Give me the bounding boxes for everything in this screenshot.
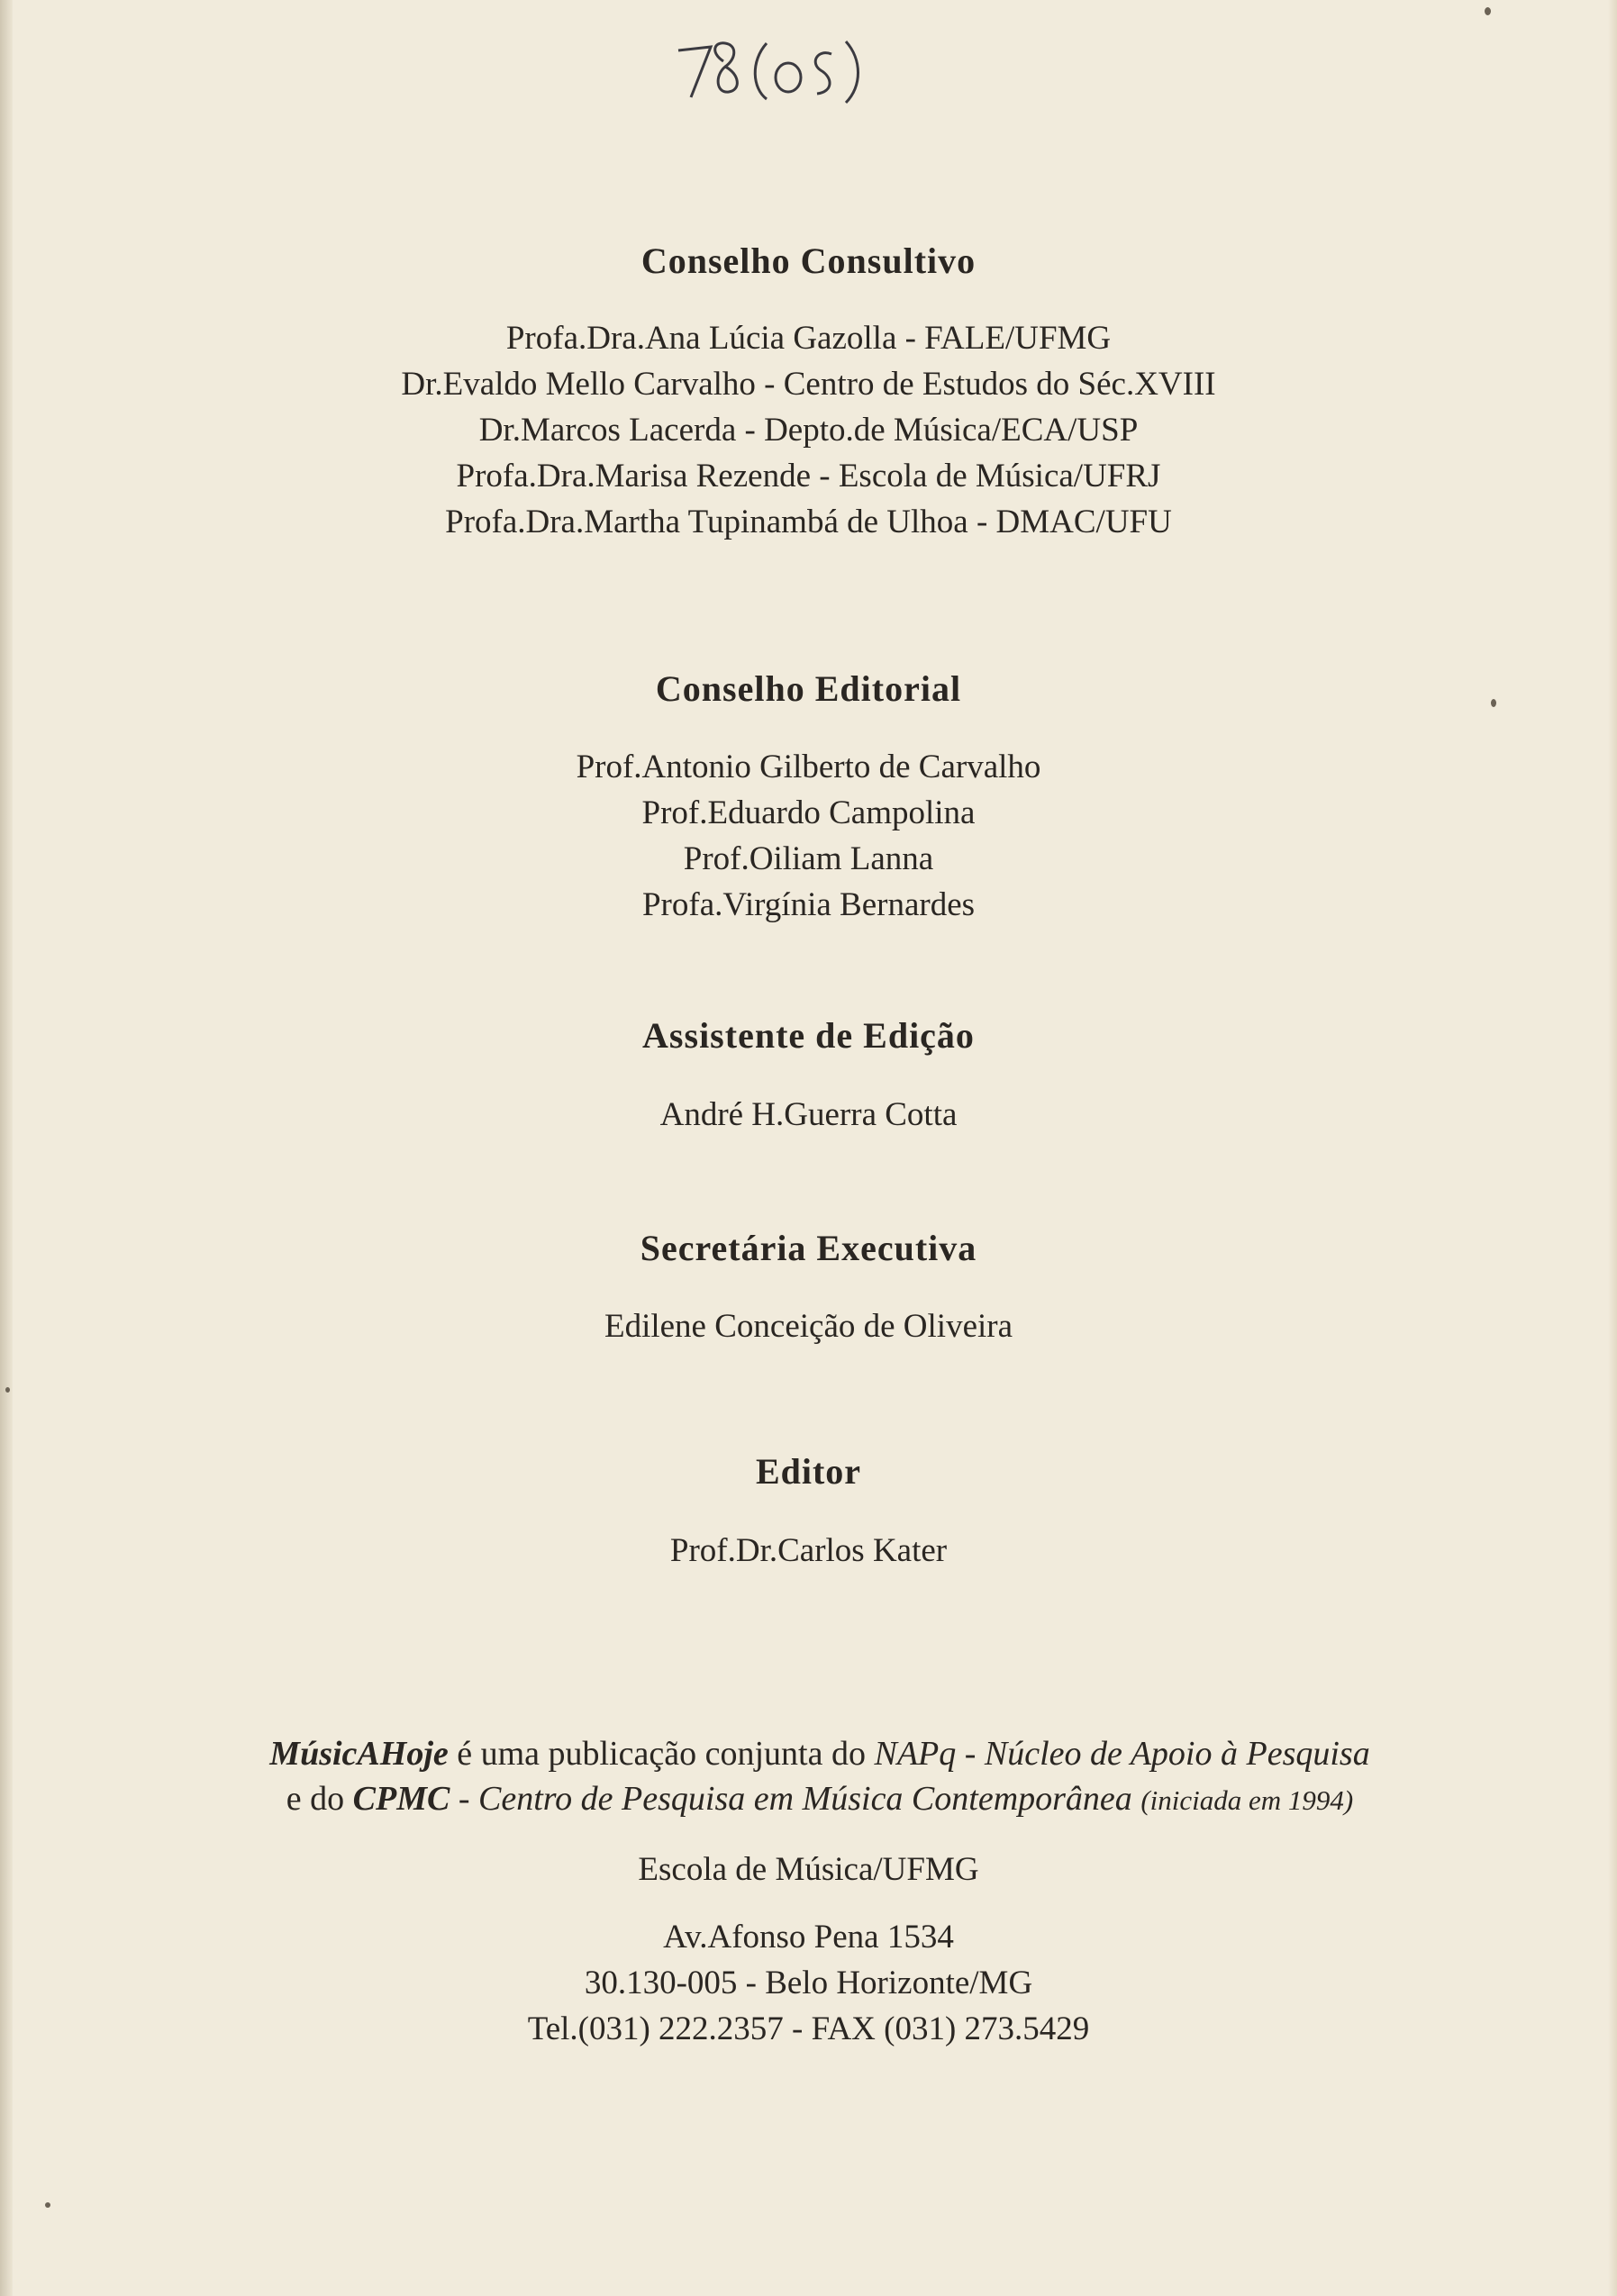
journal-name: MúsicAHoje [269, 1735, 449, 1773]
member-line: Profa.Virgínia Bernardes [641, 886, 976, 923]
notice-text: é uma publicação conjunta do [448, 1735, 875, 1773]
member-line: Profa.Dra.Ana Lúcia Gazolla - FALE/UFMG [505, 320, 1112, 357]
section-heading: Conselho Consultivo [640, 240, 977, 281]
secretaria-executiva-name [0, 1303, 1617, 1349]
member-line: Profa.Dra.Martha Tupinambá de Ulhoa - DMAC/UFU [445, 504, 1172, 540]
org-name: Centro de Pesquisa em Música Contemporânea [478, 1780, 1132, 1818]
address-city: 30.130-005 - Belo Horizonte/MG [584, 1965, 1033, 2001]
address-school [0, 1847, 1617, 1892]
notice-line-2 [180, 1776, 1459, 1823]
separator: - [450, 1780, 479, 1818]
assistente-edicao-section [0, 1014, 1617, 1057]
member-line: Dr.Marcos Lacerda - Depto.de Música/ECA/USP [478, 412, 1139, 449]
section-heading: Conselho Editorial [655, 668, 962, 709]
member-line: Prof.Antonio Gilberto de Carvalho [576, 749, 1041, 785]
secretaria-executiva-section [0, 1227, 1617, 1270]
handwritten-annotation [665, 34, 881, 106]
handwritten-number-icon [669, 34, 877, 106]
school-name: Escola de Música/UFMG [638, 1851, 979, 1888]
speck [45, 2202, 50, 2208]
conselho-consultivo-members [0, 315, 1617, 545]
address-block [0, 1914, 1617, 2052]
conselho-editorial-section [0, 667, 1617, 711]
address-phones: Tel.(031) 222.2357 - FAX (031) 273.5429 [527, 2010, 1090, 2047]
member-line: Prof.Oiliam Lanna [683, 840, 934, 877]
org-abbr: NAPq [874, 1735, 957, 1773]
notice-line-1 [180, 1731, 1459, 1776]
speck [1485, 7, 1491, 15]
notice-text: e do [286, 1780, 353, 1818]
section-heading: Editor [755, 1451, 862, 1492]
member-line: Dr.Evaldo Mello Carvalho - Centro de Estudos do Séc.XVIII [401, 366, 1216, 403]
conselho-editorial-members [0, 744, 1617, 928]
org-name: Núcleo de Apoio à Pesquisa [984, 1735, 1370, 1773]
person-name: Edilene Conceição de Oliveira [604, 1308, 1013, 1345]
conselho-consultivo-section [0, 240, 1617, 283]
section-heading: Secretária Executiva [640, 1228, 977, 1268]
separator: - [956, 1735, 985, 1773]
person-name: Prof.Dr.Carlos Kater [669, 1532, 948, 1569]
publication-notice [180, 1731, 1459, 1823]
assistente-edicao-name [0, 1092, 1617, 1138]
editor-section [0, 1450, 1617, 1493]
notice-note: (iniciada em 1994) [1140, 1784, 1354, 1816]
member-line: Profa.Dra.Marisa Rezende - Escola de Música/UFRJ [456, 458, 1161, 495]
person-name: André H.Guerra Cotta [659, 1096, 958, 1133]
org-abbr: CPMC [352, 1780, 450, 1818]
address-street: Av.Afonso Pena 1534 [663, 1919, 954, 1956]
speck [5, 1387, 10, 1393]
section-heading: Assistente de Edição [642, 1015, 975, 1056]
editor-name [0, 1528, 1617, 1574]
member-line: Prof.Eduardo Campolina [641, 794, 976, 831]
